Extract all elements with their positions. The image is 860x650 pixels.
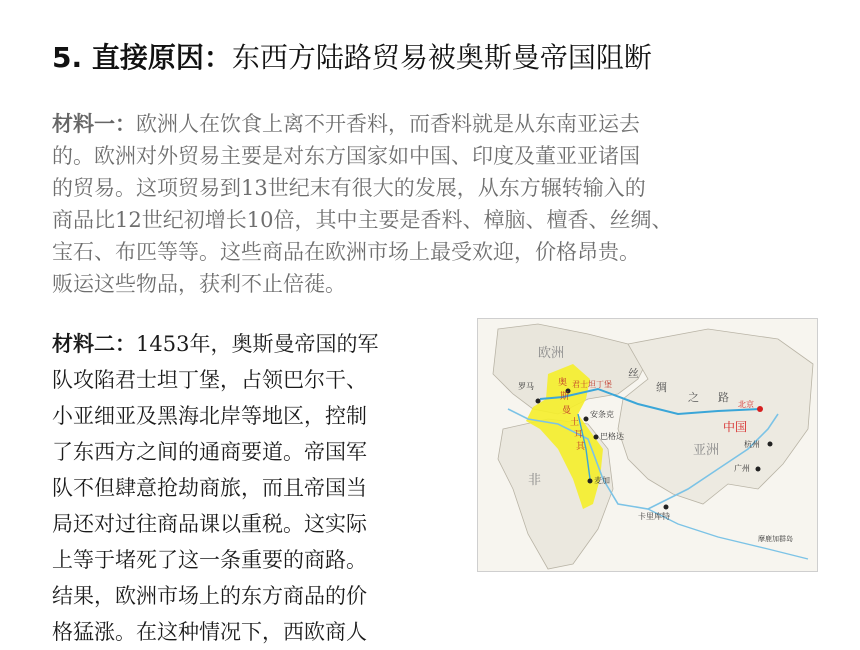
material-two-line: 结果，欧洲市场上的东方商品的价: [52, 584, 367, 608]
material-two-label: 材料二：: [52, 331, 136, 356]
label-antioch: 安条克: [590, 410, 614, 419]
material-two-line: 材料二：1453年，奥斯曼帝国的军: [52, 331, 379, 356]
label-ottoman-6: 其: [576, 442, 586, 452]
label-ottoman-2: 斯: [560, 392, 570, 402]
material-one-line: 材料一：欧洲人在饮食上离不开香料，而香料就是从东南亚运去: [52, 111, 640, 136]
label-silk-3: 之: [688, 391, 699, 404]
city-mecca: [588, 479, 593, 484]
label-ottoman-5: 耳: [574, 430, 584, 440]
city-beijing: [757, 406, 763, 412]
title-text: 东西方陆路贸易被奥斯曼帝国阻断: [231, 41, 652, 74]
map-svg: [478, 319, 817, 571]
material-one-line: 商品比12世纪初增长10倍，其中主要是香料、樟脑、檀香、丝绸、: [52, 208, 673, 232]
material-one-line: 的贸易。这项贸易到13世纪末有很大的发展，从东方辗转输入的: [52, 176, 646, 200]
city-baghdad: [594, 435, 599, 440]
asia-land: [618, 329, 813, 504]
label-baghdad: 巴格达: [600, 432, 624, 441]
label-africa: 非: [528, 473, 542, 488]
label-rome: 罗马: [518, 382, 534, 391]
page-title: [52, 36, 652, 76]
material-two: [52, 326, 452, 650]
label-moluccas: 摩鹿加群岛: [758, 535, 793, 543]
material-two-line: 队不但肆意抢劫商旅，而且帝国当: [52, 476, 367, 500]
city-hangzhou: [768, 442, 773, 447]
label-silk-2: 绸: [656, 381, 667, 394]
label-china: 中国: [723, 420, 748, 434]
label-ottoman-1: 奥: [558, 378, 568, 388]
city-rome: [536, 399, 541, 404]
material-two-line: 了东西方之间的通商要道。帝国军: [52, 440, 367, 464]
material-two-line: 小亚细亚及黑海北岸等地区，控制: [52, 404, 367, 428]
material-one-line: 宝石、布匹等等。这些商品在欧洲市场上最受欢迎，价格昂贵。: [52, 240, 640, 264]
title-number: 5. 直接原因：: [52, 41, 232, 74]
material-two-line: 格猛涨。在这种情况下，西欧商人: [52, 620, 367, 644]
label-silk-1: 丝: [628, 367, 639, 380]
label-mecca: 麦加: [594, 476, 610, 485]
label-asia: 亚洲: [693, 443, 720, 458]
label-europe: 欧洲: [538, 346, 565, 361]
material-two-line: 局还对过往商品课以重税。这实际: [52, 512, 367, 536]
material-one-line: 的。欧洲对外贸易主要是对东方国家如中国、印度及董亚亚诸国: [52, 144, 640, 168]
label-silk-4: 路: [718, 391, 729, 404]
label-guangzhou: 广州: [734, 464, 750, 473]
material-two-line: 队攻陷君士坦丁堡，占领巴尔干、: [52, 368, 367, 392]
material-one: [52, 108, 812, 300]
city-calicut: [664, 505, 669, 510]
city-antioch: [584, 417, 589, 422]
label-constantinople: 君士坦丁堡: [572, 380, 612, 389]
material-one-line: 贩运这些物品，获利不止倍蓰。: [52, 272, 346, 296]
label-ottoman-3: 曼: [562, 406, 572, 416]
trade-route-map: [477, 318, 818, 572]
material-two-line: 上等于堵死了这一条重要的商路。: [52, 548, 367, 572]
label-calicut: 卡里库特: [638, 512, 670, 521]
city-guangzhou: [756, 467, 761, 472]
label-hangzhou: 杭州: [744, 440, 760, 449]
sea-route-south: [648, 509, 808, 559]
label-beijing: 北京: [738, 400, 754, 409]
material-one-label: 材料一：: [52, 111, 136, 136]
label-ottoman-4: 土: [570, 418, 580, 428]
